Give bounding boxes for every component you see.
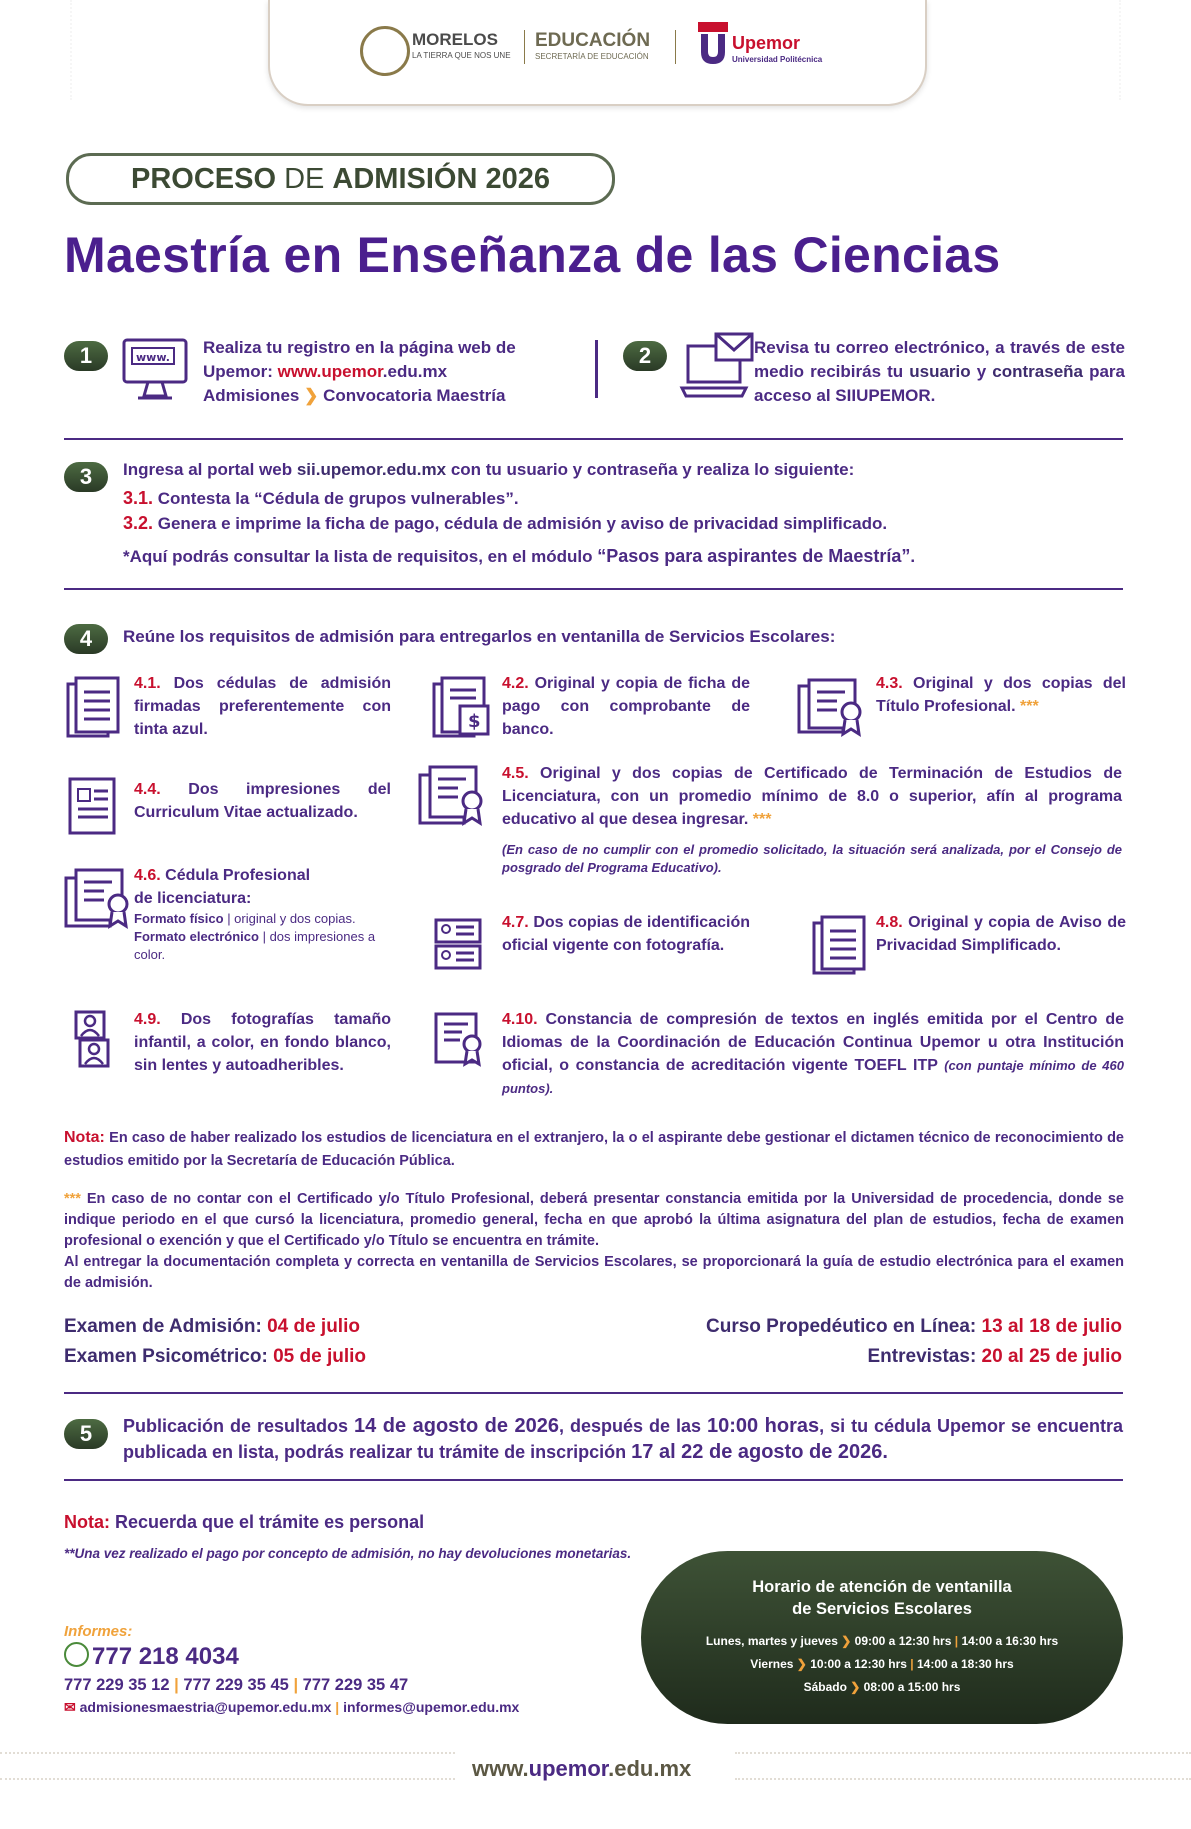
email-list bbox=[64, 1699, 519, 1716]
phone-number[interactable]: 777 229 35 45 bbox=[183, 1676, 289, 1694]
nota-label: Nota: bbox=[64, 1129, 105, 1146]
date-label: Curso Propedéutico en Línea: bbox=[706, 1316, 982, 1337]
certificate-icon bbox=[432, 1010, 490, 1073]
phone-number[interactable]: 777 229 35 47 bbox=[302, 1676, 409, 1694]
pill-word-proceso: PROCESO bbox=[130, 163, 277, 195]
step-5-text bbox=[123, 1413, 1123, 1465]
horario-box bbox=[641, 1551, 1123, 1724]
step-5-inscripcion: 17 al 22 de agosto de 2026. bbox=[631, 1441, 888, 1463]
mail-icon: ✉ bbox=[64, 1699, 76, 1715]
header-logos bbox=[268, 0, 927, 106]
main-phone-number: 777 218 4034 bbox=[92, 1643, 239, 1670]
phone-number[interactable]: 777 229 35 12 bbox=[64, 1676, 170, 1694]
step-5-a: Publicación de resultados bbox=[123, 1416, 354, 1436]
step-1-text bbox=[203, 336, 583, 408]
sii-portal-link[interactable]: sii.upemor.edu.mx bbox=[296, 460, 447, 479]
date-value: 20 al 25 de julio bbox=[981, 1346, 1122, 1367]
nota-guia-estudio: Al entregar la documentación completa y correcta en ventanilla de Servicios Escolares, se proporcionará la guía de estudio electrónica para el examen de admisión. bbox=[64, 1254, 1124, 1291]
req-number: 4.2. bbox=[502, 675, 529, 692]
horario-title: Horario de atención de ventanilla bbox=[752, 1578, 1012, 1596]
decorative-pattern-right bbox=[1119, 0, 1191, 100]
req-text: Original y dos copias del Título Profesional. bbox=[876, 675, 1126, 715]
step-4-intro: Reúne los requisitos de admisión para entregarlos en ventanilla de Servicios Escolares: bbox=[123, 627, 836, 646]
horario-day: Viernes bbox=[750, 1657, 794, 1671]
step-3-b: con tu bbox=[446, 460, 507, 479]
step-1-line: Realiza tu registro en la página web de bbox=[203, 338, 516, 357]
nota-personal bbox=[64, 1512, 424, 1533]
payment-receipt-icon bbox=[430, 676, 494, 745]
upemor-logo-text: Upemor bbox=[732, 33, 801, 53]
chevron-right-icon: ❯ bbox=[850, 1680, 861, 1694]
chevron-right-icon: ❯ bbox=[796, 1657, 807, 1671]
nota-certificado bbox=[64, 1189, 1124, 1294]
step-2-text-b: para acceso al SIIUPEMOR. bbox=[754, 362, 1125, 405]
id-card-icon bbox=[432, 916, 484, 977]
step-4-badge: 4 bbox=[64, 624, 108, 654]
documents-icon bbox=[810, 915, 868, 982]
req-number: 4.8. bbox=[876, 914, 903, 931]
req-text: Dos cédulas de admisión firmadas preferentemente con tinta azul. bbox=[134, 675, 391, 738]
svg-text:$: $ bbox=[468, 711, 481, 732]
req-text: Cédula Profesional bbox=[160, 867, 311, 884]
horario-day: Sábado bbox=[803, 1680, 847, 1694]
informes-label: Informes: bbox=[64, 1623, 133, 1640]
separator: | bbox=[288, 1676, 303, 1694]
req-number: 4.10. bbox=[502, 1011, 538, 1028]
req-number: 4.3. bbox=[876, 675, 903, 692]
website-mid: upemor bbox=[528, 1756, 609, 1781]
no-devoluciones: **Una vez realizado el pago por concepto de admisión, no hay devoluciones monetarias. bbox=[64, 1546, 632, 1561]
horario-subtitle: de Servicios Escolares bbox=[792, 1600, 972, 1618]
curriculum-icon bbox=[66, 775, 122, 842]
step-5-badge: 5 bbox=[64, 1419, 108, 1449]
upemor-website-link[interactable]: www.upemor bbox=[277, 362, 383, 381]
chevron-right-icon: ❯ bbox=[304, 386, 319, 405]
chevron-right-icon: ❯ bbox=[841, 1634, 852, 1648]
pill-word-admision: ADMISIÓN 2026 bbox=[332, 163, 550, 195]
step-3-y: y bbox=[567, 460, 587, 479]
step-2-y: y bbox=[970, 362, 993, 381]
step-1-admisiones: Admisiones bbox=[203, 386, 300, 405]
logo-divider bbox=[675, 30, 676, 64]
footer-pattern-left bbox=[0, 1752, 455, 1780]
main-phone[interactable] bbox=[64, 1642, 239, 1671]
horario-row bbox=[641, 1630, 1123, 1653]
date-value: 13 al 18 de julio bbox=[981, 1316, 1122, 1337]
req-stars: *** bbox=[752, 811, 772, 828]
requirement-4-5 bbox=[502, 762, 1122, 831]
requirement-4-2 bbox=[502, 672, 750, 741]
morelos-tagline: LA TIERRA QUE NOS UNE bbox=[412, 51, 511, 60]
section-divider bbox=[64, 588, 1123, 590]
horario-row bbox=[641, 1653, 1123, 1676]
nota-extranjero bbox=[64, 1126, 1124, 1173]
step-1-badge: 1 bbox=[64, 341, 108, 371]
requirement-4-3 bbox=[876, 672, 1126, 718]
horario-time: 08:00 a 15:00 hrs bbox=[863, 1680, 961, 1694]
req-text: Dos copias de identificación oficial vigente con fotografía. bbox=[502, 914, 750, 954]
svg-text:www.: www. bbox=[136, 351, 170, 364]
certificate-icon bbox=[416, 763, 490, 834]
step-3-note-end: . bbox=[910, 547, 916, 566]
website-post: .edu.mx bbox=[608, 1756, 692, 1781]
step-3-text bbox=[123, 458, 1123, 569]
nota-certificado-text: En caso de no contar con el Certificado y/o Título Profesional, deberá presentar constancia emitida por la Universidad de procedencia, donde se indique periodo en el que cursó la licenciatura, promedio general, fecha en que aprobó la última asignatura del plan de estudios, fecha de examen profesional o exención y que el Certificado y/o Título se encuentra en trámite. bbox=[64, 1191, 1124, 1249]
step-2-contrasena: contraseña bbox=[992, 362, 1083, 381]
separator: | bbox=[910, 1657, 914, 1671]
website-pre: www. bbox=[472, 1756, 529, 1781]
horario-row bbox=[641, 1676, 1123, 1699]
date-value: 05 de julio bbox=[273, 1346, 367, 1367]
logo-divider bbox=[524, 30, 525, 64]
footer-pattern-right bbox=[735, 1752, 1191, 1780]
section-divider bbox=[64, 1392, 1123, 1394]
separator: | bbox=[331, 1699, 344, 1715]
date-label: Entrevistas: bbox=[867, 1346, 982, 1367]
requirement-4-1 bbox=[134, 672, 391, 741]
requirement-4-8 bbox=[876, 911, 1126, 957]
step-3-2-text: Genera e imprime la ficha de pago, cédula de admisión y aviso de privacidad simplificado. bbox=[153, 514, 888, 533]
photo-portrait-icon bbox=[72, 1008, 112, 1075]
date-label: Examen Psicométrico: bbox=[64, 1346, 274, 1367]
step-3-badge: 3 bbox=[64, 462, 108, 492]
req-text: Original y copia de ficha de pago con comprobante de banco. bbox=[502, 675, 750, 738]
upemor-logo-icon bbox=[698, 22, 728, 66]
process-title-pill bbox=[66, 153, 615, 205]
educacion-logo-text: EDUCACIÓN bbox=[535, 30, 651, 51]
whatsapp-icon bbox=[64, 1642, 89, 1667]
req-italic-note: (con puntaje mínimo de 460 puntos). bbox=[502, 1058, 1124, 1096]
step-5-c: , si tu cédula Upemor se encuentra publicada en lista, podrás realizar tu trámite de inscripción bbox=[123, 1416, 1124, 1462]
requirement-4-5-note: (En caso de no cumplir con el promedio solicitado, la situación será analizada, por el Consejo de posgrado del Programa Educativo). bbox=[502, 842, 1122, 875]
req-format-electronico: Formato electrónico bbox=[134, 929, 259, 944]
informes-email-link[interactable]: informes@upemor.edu.mx bbox=[343, 1699, 520, 1715]
req-text-b: de licenciatura: bbox=[134, 890, 252, 907]
req-format-electronico-desc: | dos impresiones a color. bbox=[134, 929, 376, 962]
req-text: Original y dos copias de Certificado de Terminación de Estudios de Licenciatura, con un promedio mínimo de 8.0 o superior, afín al programa educativo al que desea ingresar. bbox=[502, 765, 1122, 828]
documents-icon bbox=[64, 676, 124, 745]
date-value: 04 de julio bbox=[267, 1316, 360, 1337]
nota-text: En caso de haber realizado los estudios de licenciatura en el extranjero, la o el aspirante debe gestionar el dictamen técnico de reconocimiento de estudios emitido por la Secretaría de Educación Pública. bbox=[64, 1130, 1124, 1169]
step-1-convocatoria: Convocatoria Maestría bbox=[323, 386, 506, 405]
section-divider bbox=[64, 438, 1123, 440]
requirement-4-4 bbox=[134, 778, 391, 824]
section-divider bbox=[64, 1479, 1123, 1481]
req-number: 4.9. bbox=[134, 1011, 161, 1028]
req-number: 4.7. bbox=[502, 914, 529, 931]
step-2-usuario: usuario bbox=[909, 362, 971, 381]
laptop-mail-icon bbox=[678, 332, 758, 409]
steps-divider bbox=[595, 340, 598, 398]
step-3-usuario: usuario bbox=[506, 460, 568, 479]
phone-list bbox=[64, 1676, 408, 1695]
examen-admision bbox=[64, 1316, 360, 1338]
horario-day: Lunes, martes y jueves bbox=[705, 1634, 838, 1648]
admisiones-email-link[interactable]: admisionesmaestria@upemor.edu.mx bbox=[79, 1699, 332, 1715]
step-3-c: y realiza lo siguiente: bbox=[677, 460, 855, 479]
certificate-icon bbox=[62, 866, 136, 937]
step-3-note: *Aquí podrás consultar la lista de requisitos, en el módulo bbox=[123, 547, 598, 566]
decorative-pattern-left bbox=[0, 0, 72, 100]
step-3-2-number: 3.2. bbox=[123, 513, 154, 533]
req-format-fisico: Formato físico bbox=[134, 911, 224, 926]
educacion-subtitle: SECRETARÍA DE EDUCACIÓN bbox=[535, 52, 649, 61]
step-5-fecha: 14 de agosto de 2026 bbox=[353, 1415, 560, 1437]
step-3-a: Ingresa al portal web bbox=[123, 460, 297, 479]
examen-psicometrico bbox=[64, 1346, 366, 1368]
step-5-hora: 10:00 horas bbox=[706, 1415, 820, 1437]
requirement-4-7 bbox=[502, 911, 750, 957]
step-3-1-text: Contesta la “Cédula de grupos vulnerables”. bbox=[153, 489, 519, 508]
nota-label: Nota: bbox=[64, 1512, 110, 1532]
pill-word-de: DE bbox=[276, 163, 333, 195]
req-number: 4.5. bbox=[502, 765, 529, 782]
requirement-4-10 bbox=[502, 1008, 1124, 1100]
step-1-upemor: Upemor bbox=[203, 362, 268, 381]
step-1-colon: : bbox=[267, 362, 278, 381]
curso-propedeutico bbox=[706, 1316, 1122, 1338]
upemor-subtitle: Universidad Politécnica bbox=[732, 55, 823, 64]
step-2-badge: 2 bbox=[623, 341, 667, 371]
requirement-4-6 bbox=[134, 864, 391, 964]
morelos-logo-text: MORELOS bbox=[412, 30, 498, 49]
horario-time: 10:00 a 12:30 hrs bbox=[810, 1657, 907, 1671]
date-label: Examen de Admisión: bbox=[64, 1316, 268, 1337]
entrevistas bbox=[868, 1346, 1123, 1368]
req-text: Dos impresiones del Curriculum Vitae actualizado. bbox=[134, 781, 391, 821]
certificate-icon bbox=[795, 676, 869, 745]
req-stars: *** bbox=[1020, 698, 1039, 715]
step-5-b: , después de las bbox=[559, 1416, 707, 1436]
horario-time: 14:00 a 18:30 hrs bbox=[916, 1657, 1014, 1671]
req-text: Original y copia de Aviso de Privacidad Simplificado. bbox=[876, 914, 1126, 954]
step-3-1-number: 3.1. bbox=[123, 488, 154, 508]
nota-stars: *** bbox=[64, 1191, 81, 1207]
morelos-seal-icon bbox=[360, 26, 410, 76]
page-title: Maestría en Enseñanza de las Ciencias bbox=[64, 227, 1001, 283]
req-number: 4.6. bbox=[134, 867, 161, 884]
nota-personal-text: Recuerda que el trámite es personal bbox=[110, 1512, 425, 1532]
req-text: Constancia de compresión de textos en inglés emitida por el Centro de Idiomas de la Coordinación de Educación Continua Upemor u otra Institución oficial, o constancia de acreditación vigente TOEFL ITP bbox=[502, 1011, 1124, 1074]
step-3-module-name: “Pasos para aspirantes de Maestría” bbox=[597, 546, 911, 566]
separator: | bbox=[169, 1676, 184, 1694]
req-number: 4.4. bbox=[134, 781, 161, 798]
computer-web-icon bbox=[120, 336, 190, 409]
horario-time: 14:00 a 16:30 hrs bbox=[961, 1634, 1059, 1648]
upemor-website-link-suffix[interactable]: .edu.mx bbox=[382, 362, 448, 381]
footer-website-link[interactable] bbox=[472, 1756, 691, 1782]
horario-time: 09:00 a 12:30 hrs bbox=[854, 1634, 952, 1648]
step-3-contrasena: contraseña bbox=[586, 460, 678, 479]
req-format-fisico-desc: | original y dos copias. bbox=[223, 911, 356, 926]
req-text: Dos fotografías tamaño infantil, a color, en fondo blanco, sin lentes y autoadheribles. bbox=[134, 1011, 391, 1074]
req-number: 4.1. bbox=[134, 675, 161, 692]
step-2-text-a: Revisa tu correo electrónico, a través de este medio recibirás tu bbox=[754, 338, 1125, 381]
requirement-4-9 bbox=[134, 1008, 391, 1077]
step-2-text bbox=[754, 336, 1125, 408]
separator: | bbox=[954, 1634, 959, 1648]
